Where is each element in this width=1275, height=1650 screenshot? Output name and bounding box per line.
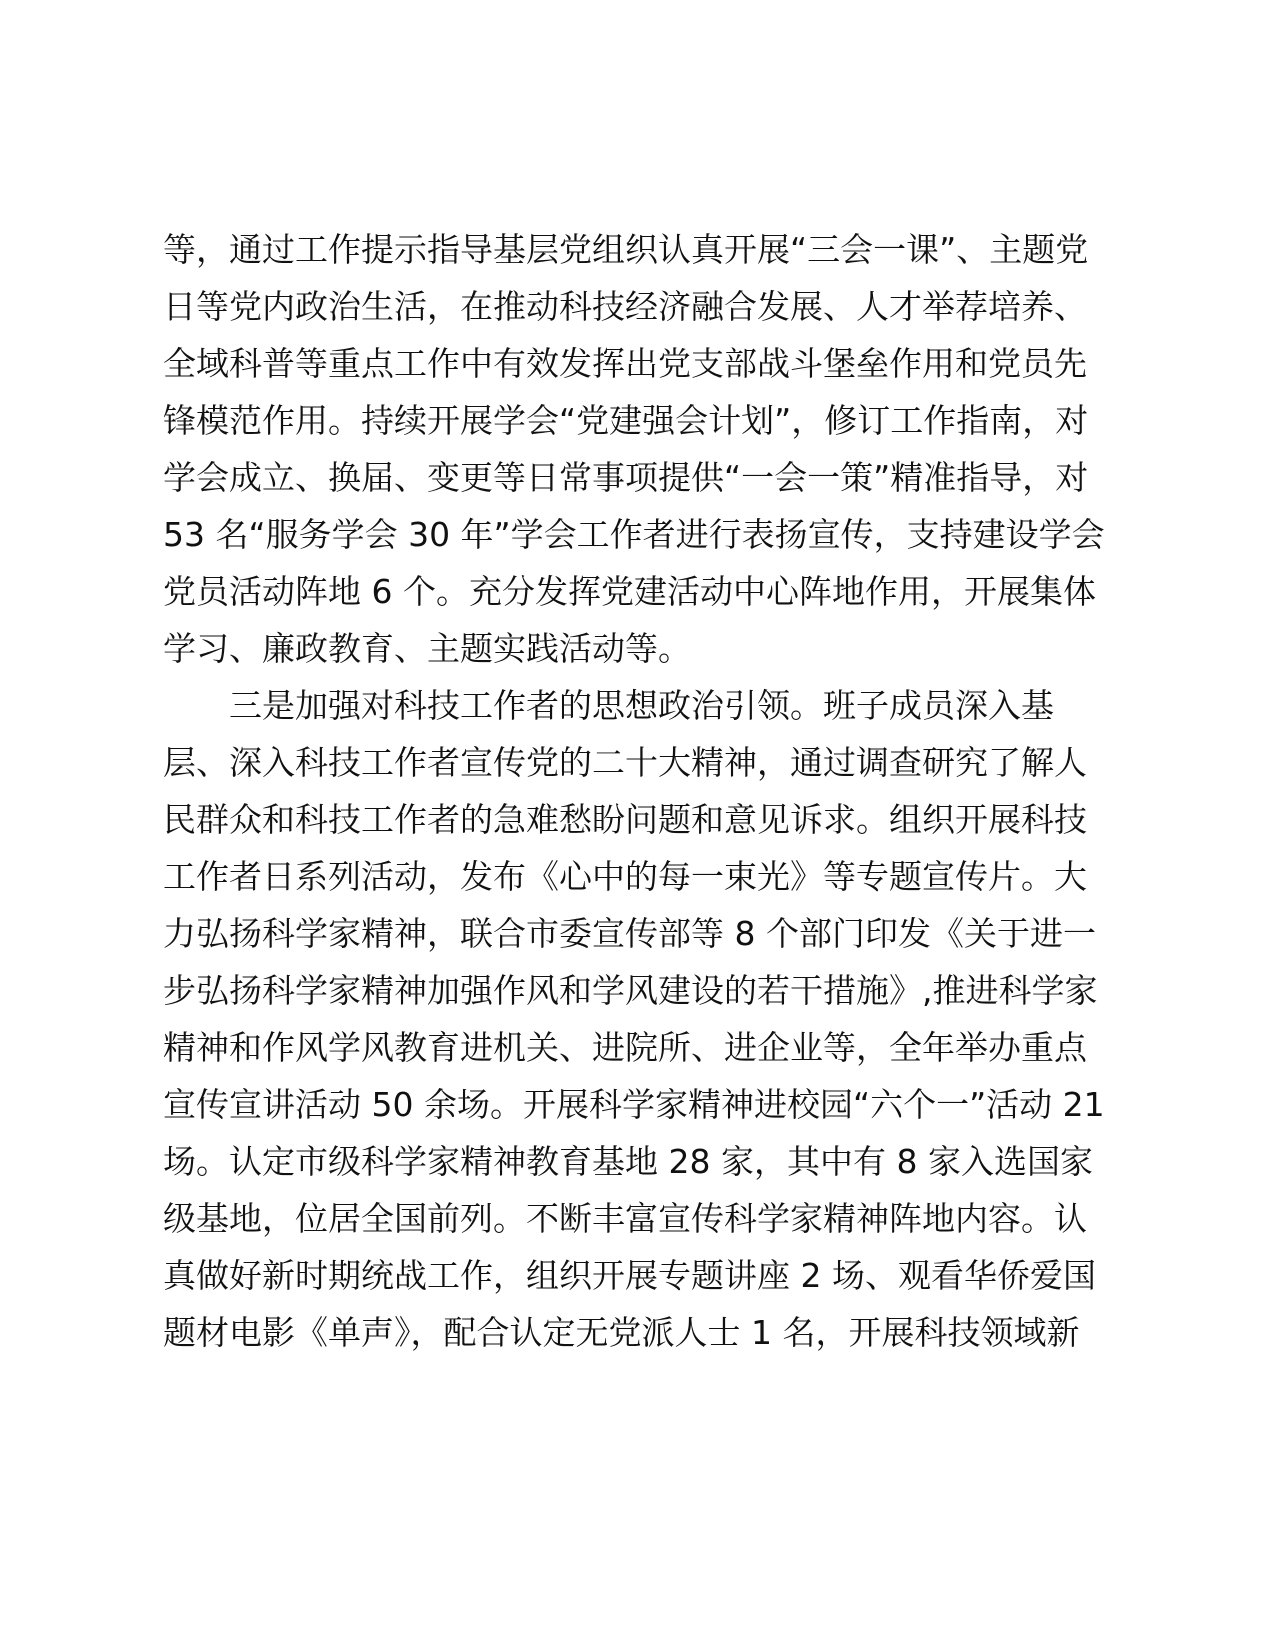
text-line: 民群众和科技工作者的急难愁盼问题和意见诉求。组织开展科技	[163, 800, 1087, 839]
text-line: 力弘扬科学家精神，联合市委宣传部等 8 个部门印发《关于进一	[163, 914, 1096, 953]
paragraph-start-line: 三是加强对科技工作者的思想政治引领。班子成员深入基	[229, 686, 1054, 725]
text-line: 题材电影《单声》，配合认定无党派人士 1 名，开展科技领域新	[163, 1313, 1080, 1352]
text-line: 级基地，位居全国前列。不断丰富宣传科学家精神阵地内容。认	[163, 1199, 1087, 1238]
text-line: 全域科普等重点工作中有效发挥出党支部战斗堡垒作用和党员先	[163, 344, 1087, 383]
text-line: 精神和作风学风教育进机关、进院所、进企业等，全年举办重点	[163, 1028, 1087, 1067]
text-line: 宣传宣讲活动 50 余场。开展科学家精神进校园“六个一”活动 21	[163, 1085, 1105, 1124]
text-line: 等，通过工作提示指导基层党组织认真开展“三会一课”、主题党	[163, 230, 1089, 269]
text-line: 日等党内政治生活，在推动科技经济融合发展、人才举荐培养、	[163, 287, 1087, 326]
text-line: 53 名“服务学会 30 年”学会工作者进行表扬宣传，支持建设学会	[163, 515, 1105, 554]
text-line: 学会成立、换届、变更等日常事项提供“一会一策”精准指导，对	[163, 458, 1089, 497]
text-line: 层、深入科技工作者宣传党的二十大精神，通过调查研究了解人	[163, 743, 1087, 782]
text-line: 真做好新时期统战工作，组织开展专题讲座 2 场、观看华侨爱国	[163, 1256, 1096, 1295]
text-line: 场。认定市级科学家精神教育基地 28 家，其中有 8 家入选国家	[163, 1142, 1093, 1181]
text-line: 学习、廉政教育、主题实践活动等。	[163, 629, 691, 668]
body-text	[163, 221, 1118, 1361]
text-line: 党员活动阵地 6 个。充分发挥党建活动中心阵地作用，开展集体	[163, 572, 1096, 611]
text-line: 锋模范作用。持续开展学会“党建强会计划”，修订工作指南，对	[163, 401, 1089, 440]
text-line: 工作者日系列活动，发布《心中的每一束光》等专题宣传片。大	[163, 857, 1087, 896]
text-line: 步弘扬科学家精神加强作风和学风建设的若干措施》,推进科学家	[163, 971, 1098, 1010]
